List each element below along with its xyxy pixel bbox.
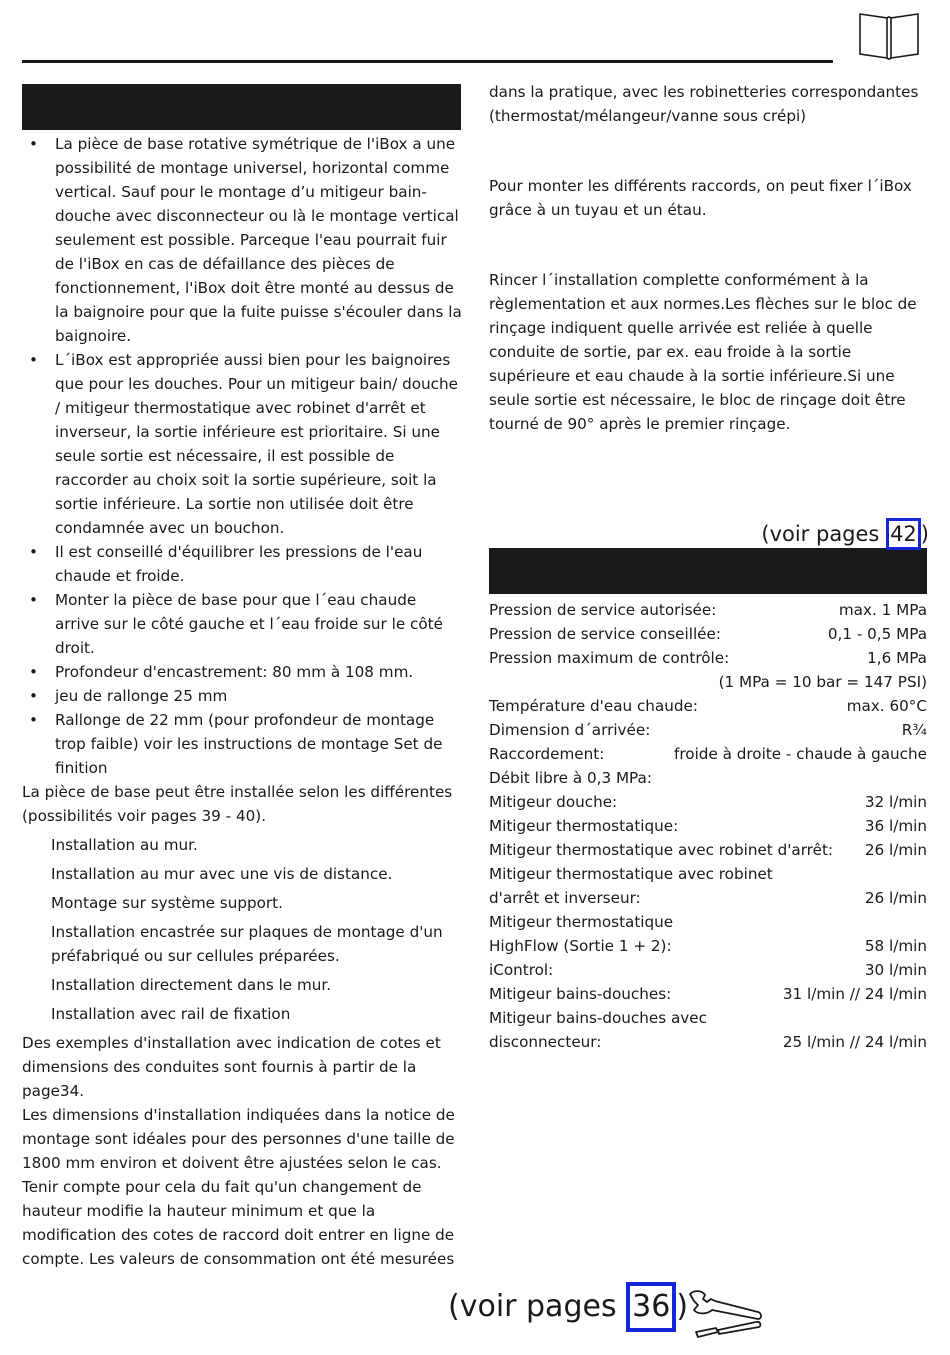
- spec-row: Mitigeur thermostatique avec robinet d'arrêt: 26 l/min: [489, 841, 927, 859]
- spec-row: Mitigeur douche: 32 l/min: [489, 793, 927, 811]
- installation-notes-list: [22, 132, 462, 780]
- fixing-paragraph: Pour monter les différents raccords, on peut fixer l´iBox grâce à un tuyau et un étau.: [489, 177, 912, 219]
- tech-data-header-bar: [489, 548, 927, 594]
- practice-paragraph: dans la pratique, avec les robinetteries correspondantes (thermostat/mélangeur/vanne sous crépi): [489, 83, 919, 125]
- dimensions-paragraph: Les dimensions d'installation indiquées dans la notice de montage sont idéales pour des personnes d'une taille de 1800 mm environ et doivent être ajustées selon le cas. Tenir compte pour cela du fait qu'un changement de hauteur modifie la hauteur minimum et que la modification des cotes de raccord doit entrer en ligne de compte. Les valeurs de consommation ont été mesurées: [22, 1106, 455, 1268]
- page-link-36[interactable]: 36: [626, 1282, 676, 1332]
- install-options-list: [22, 833, 462, 1026]
- install-option: Installation avec rail de fixation: [51, 1005, 291, 1023]
- install-option: Installation directement dans le mur.: [51, 976, 332, 994]
- spec-row: Mitigeur thermostatique: 36 l/min: [489, 817, 927, 835]
- list-item: • L´iBox est appropriée aussi bien pour les baignoires que pour les douches. Pour un mitigeur bain/ douche / mitigeur thermostatique avec robinet d'arrêt et inverseur, la sortie inférieure est prioritaire. Si une seule sortie est nécessaire, il est possible de raccorder au choix soit la sortie supérieure, soit la sortie inférieure. La sortie non utilisée doit être condamnée avec un bouchon.: [22, 348, 462, 540]
- spec-row: Pression maximum de contrôle: 1,6 MPa: [489, 649, 927, 667]
- right-column: [489, 80, 929, 1054]
- install-option: Installation au mur avec une vis de distance.: [51, 865, 393, 883]
- spec-row: Pression de service conseillée: 0,1 - 0,5 MPa: [489, 625, 927, 643]
- footer-page-reference: (voir pages 36 ): [448, 1282, 688, 1332]
- list-item: • Il est conseillé d'équilibrer les pressions de l'eau chaude et froide.: [22, 540, 462, 588]
- spec-row: Raccordement: froide à droite - chaude à gauche: [489, 745, 927, 763]
- spec-row: Débit libre à 0,3 MPa:: [489, 769, 652, 787]
- spec-row: Mitigeur bains-douches: 31 l/min // 24 l/min: [489, 985, 927, 1003]
- wrench-screwdriver-icon: [686, 1288, 764, 1340]
- spec-row: Mitigeur thermostatique: [489, 913, 674, 931]
- install-option: Installation encastrée sur plaques de montage d'un préfabriqué ou sur cellules préparées.: [51, 923, 443, 965]
- technical-specs: [489, 598, 927, 1054]
- page-reference: (voir pages 42 ): [489, 518, 929, 548]
- open-book-icon: [858, 8, 920, 60]
- spec-row: Température d'eau chaude: max. 60°C: [489, 697, 927, 715]
- left-section-header-bar: [22, 84, 461, 130]
- spec-row: Mitigeur thermostatique avec robinet: [489, 865, 773, 883]
- spec-row: Mitigeur bains-douches avec: [489, 1009, 707, 1027]
- page-link-42[interactable]: 42: [886, 518, 921, 550]
- list-item: • Rallonge de 22 mm (pour profondeur de montage trop faible) voir les instructions de montage Set de finition: [22, 708, 462, 780]
- spec-row: HighFlow (Sortie 1 + 2): 58 l/min: [489, 937, 927, 955]
- rinsing-paragraph: Rincer l´installation complette conformément à la règlementation et aux normes.Les flèches sur le bloc de rinçage indiquent quelle arrivée est reliée à quelle conduite de sortie, par ex. eau froide à la sortie supérieure et eau chaude à la sortie inférieure.Si une seule sortie est nécessaire, le bloc de rinçage doit être tourné de 90° après le premier rinçage.: [489, 271, 917, 433]
- list-item: • La pièce de base rotative symétrique de l'iBox a une possibilité de montage universel, horizontal comme vertical. Sauf pour le montage d’u mitigeur bain-douche avec disconnecteur ou là le montage vertical seulement est possible. Parceque l'eau pourrait fuir de l'iBox en cas de défaillance des pièces de fonctionnement, l'iBox doit être monté au dessus de la baignoire pour que la fuite puisse s'écouler dans la baignoire.: [22, 132, 462, 348]
- spec-row: (1 MPa = 10 bar = 147 PSI): [718, 673, 927, 691]
- spec-row: d'arrêt et inverseur: 26 l/min: [489, 889, 927, 907]
- spec-row: iControl: 30 l/min: [489, 961, 927, 979]
- list-item: • Monter la pièce de base pour que l´eau chaude arrive sur le côté gauche et l´eau froide sur le côté droit.: [22, 588, 462, 660]
- spec-row: disconnecteur: 25 l/min // 24 l/min: [489, 1033, 927, 1051]
- list-item: • jeu de rallonge 25 mm: [22, 684, 462, 708]
- install-option: Montage sur système support.: [51, 894, 283, 912]
- left-column: [22, 84, 462, 1271]
- examples-paragraph: Des exemples d'installation avec indication de cotes et dimensions des conduites sont fournis à partir de la page34.: [22, 1034, 441, 1100]
- spec-row: Dimension d´arrivée: R¾: [489, 721, 927, 739]
- install-option: Installation au mur.: [51, 836, 198, 854]
- install-intro-paragraph: La pièce de base peut être installée selon les différentes (possibilités voir pages 39 - 40).: [22, 783, 453, 825]
- spec-row: Pression de service autorisée: max. 1 MPa: [489, 601, 927, 619]
- list-item: • Profondeur d'encastrement: 80 mm à 108 mm.: [22, 660, 462, 684]
- header-rule: [22, 60, 833, 63]
